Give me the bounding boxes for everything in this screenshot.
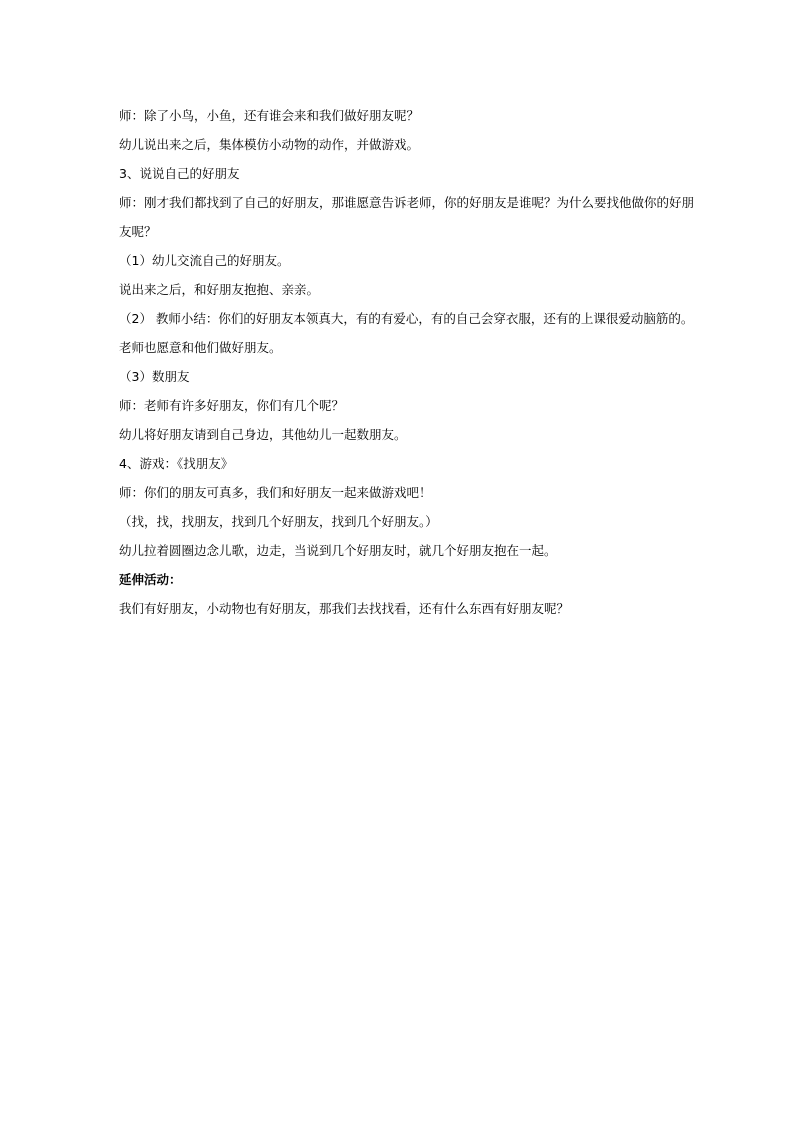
- paragraph-line: 师：刚才我们都找到了自己的好朋友，那谁愿意告诉老师，你的好朋友是谁呢？为什么要找他做你的好朋: [119, 195, 695, 210]
- paragraph-line: 师：老师有许多好朋友，你们有几个呢？: [119, 398, 345, 413]
- paragraph-line: 师：除了小鸟，小鱼，还有谁会来和我们做好朋友呢？: [119, 108, 420, 123]
- paragraph-line: 幼儿说出来之后，集体模仿小动物的动作，并做游戏。: [119, 137, 420, 152]
- paragraph-line: 师：你们的朋友可真多，我们和好朋友一起来做游戏吧！: [119, 485, 432, 500]
- paragraph-line: （2） 教师小结：你们的好朋友本领真大，有的有爱心，有的自己会穿衣服，还有的上课很爱动脑筋的。: [119, 311, 694, 326]
- extension-activity-heading: 延伸活动：: [119, 572, 182, 587]
- paragraph-line: 友呢？: [119, 224, 157, 239]
- document-body: [119, 101, 695, 623]
- paragraph-line: 说出来之后，和好朋友抱抱、亲亲。: [119, 282, 320, 297]
- subsection-heading: （1）幼儿交流自己的好朋友。: [119, 253, 290, 268]
- paragraph-line: 幼儿拉着圆圈边念儿歌，边走，当说到几个好朋友时，就几个好朋友抱在一起。: [119, 543, 557, 558]
- paragraph-line: （找，找，找朋友，找到几个好朋友，找到几个好朋友。）: [119, 514, 438, 529]
- section-heading: 4、游戏：《找朋友》: [119, 456, 234, 471]
- paragraph-line: 我们有好朋友，小动物也有好朋友，那我们去找找看，还有什么东西有好朋友呢？: [119, 601, 570, 616]
- subsection-heading: （3）数朋友: [119, 369, 190, 384]
- paragraph-line: 幼儿将好朋友请到自己身边，其他幼儿一起数朋友。: [119, 427, 407, 442]
- paragraph-line: 老师也愿意和他们做好朋友。: [119, 340, 282, 355]
- section-heading: 3、说说自己的好朋友: [119, 166, 240, 181]
